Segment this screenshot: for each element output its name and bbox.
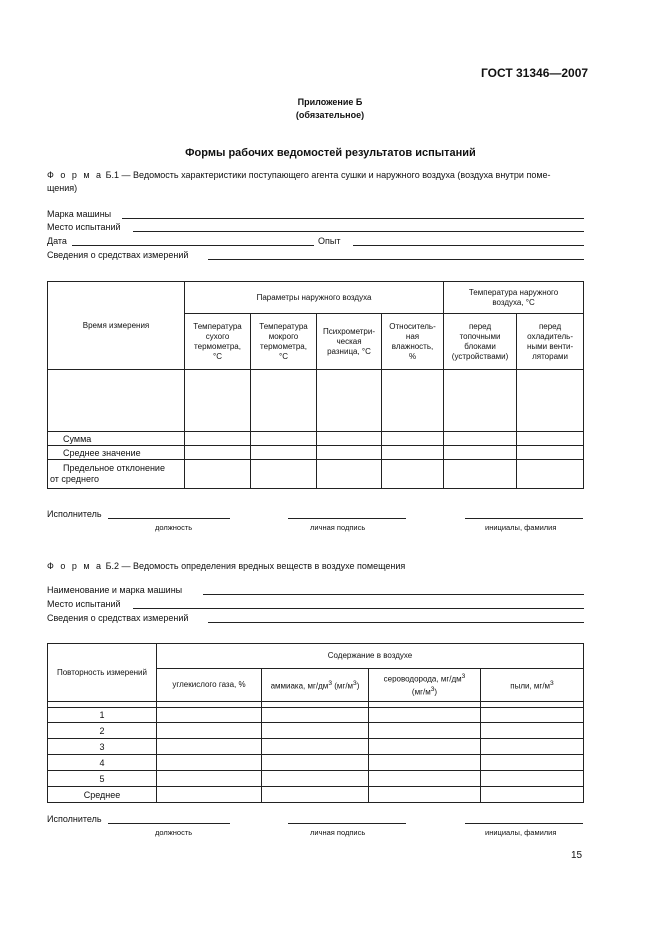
section-title: Формы рабочих ведомостей результатов испытаний	[185, 147, 476, 159]
form2-initials-line[interactable]	[465, 823, 583, 824]
col-text: Температура	[193, 321, 242, 331]
table-cell[interactable]	[185, 370, 251, 432]
form1-label: Ф о р м а	[47, 170, 104, 180]
table-cell[interactable]	[382, 446, 444, 460]
form1-row-dev-label	[48, 460, 185, 489]
form2-field-machine: Наименование и марка машины	[47, 585, 183, 595]
table-cell[interactable]	[157, 739, 262, 755]
table-cell[interactable]	[517, 446, 584, 460]
table-cell[interactable]	[481, 787, 584, 803]
col-text: ными венти-	[526, 341, 574, 351]
table-cell[interactable]	[251, 370, 317, 432]
table-cell[interactable]	[481, 723, 584, 739]
form2-col-h2s	[369, 669, 481, 702]
form1-experiment-line[interactable]	[353, 245, 584, 246]
table-cell[interactable]	[251, 460, 317, 489]
form2-row-num: 4	[48, 755, 157, 771]
form1-avg-row	[48, 446, 584, 460]
sup3: 3	[550, 679, 554, 687]
table-cell[interactable]	[444, 446, 517, 460]
col-text: охладитель-	[527, 331, 573, 341]
col-text: перед	[538, 321, 562, 331]
form2-sign-line[interactable]	[288, 823, 406, 824]
h2s-b: (мг/м	[411, 687, 431, 697]
form2-group-header: Содержание в воздухе	[157, 644, 584, 669]
table-cell[interactable]	[517, 370, 584, 432]
col-text: термометра,	[194, 341, 241, 351]
col-text: разница, °С	[327, 346, 371, 356]
table-cell[interactable]	[157, 723, 262, 739]
table-cell[interactable]	[262, 771, 369, 787]
dev-line1: Предельное отклонение	[63, 463, 165, 473]
nh3-a: аммиака, мг/дм	[270, 681, 329, 691]
col-text: %	[408, 351, 417, 361]
col-text: мокрого	[268, 331, 299, 341]
form2-row-avg: Среднее	[48, 787, 157, 803]
form1-col-humidity	[382, 314, 444, 370]
form2-place-line[interactable]	[133, 608, 584, 609]
sup3: 3	[353, 679, 357, 687]
form2-executor-label: Исполнитель	[47, 814, 102, 824]
form1-table	[47, 281, 584, 489]
form2-row-num: 3	[48, 739, 157, 755]
form1-group1-header: Параметры наружного воздуха	[185, 282, 444, 314]
col-text: (устройствами)	[451, 351, 509, 361]
table-cell[interactable]	[369, 708, 481, 723]
form1-field-place: Место испытаний	[47, 222, 121, 232]
col-text: термометра,	[260, 341, 307, 351]
form1-col-psy	[317, 314, 382, 370]
form2-field-instruments: Сведения о средствах измерений	[47, 613, 189, 623]
table-cell[interactable]	[517, 460, 584, 489]
form1-col-before-furnace	[444, 314, 517, 370]
form1-col-dry	[185, 314, 251, 370]
table-cell[interactable]	[157, 771, 262, 787]
col-text: Психрометри-	[322, 326, 376, 336]
table-cell[interactable]	[382, 460, 444, 489]
form1-sign-caption: личная подпись	[310, 523, 366, 532]
table-cell[interactable]	[369, 787, 481, 803]
table-cell[interactable]	[382, 370, 444, 432]
table-cell[interactable]	[185, 446, 251, 460]
form1-field-machine: Марка машины	[47, 209, 112, 219]
table-row	[48, 739, 584, 755]
form1-col-before-cooler	[517, 314, 584, 370]
col-text: ная	[405, 331, 420, 341]
h2s-c: )	[434, 687, 438, 697]
form2-number: Б.2	[105, 561, 119, 571]
table-cell[interactable]	[262, 708, 369, 723]
form1-initials-caption: инициалы, фамилия	[485, 523, 557, 532]
form2-instruments-line[interactable]	[208, 622, 584, 623]
table-cell[interactable]	[157, 708, 262, 723]
form1-position-line[interactable]	[108, 518, 230, 519]
col-text: ляторами	[532, 351, 568, 361]
form2-repeat-col-header: Повторность измерений	[48, 644, 157, 702]
table-row	[48, 771, 584, 787]
form2-field-place: Место испытаний	[47, 599, 121, 609]
table-cell[interactable]	[262, 755, 369, 771]
table-row	[48, 787, 584, 803]
col-text: Температура	[259, 321, 308, 331]
form2-sign-caption: личная подпись	[310, 828, 366, 837]
form2-col-dust	[481, 669, 584, 702]
form2-col-co2: углекислого газа, %	[157, 669, 262, 702]
form1-field-date: Дата	[47, 236, 67, 246]
sup3: 3	[461, 673, 466, 681]
form1-group2-line2: воздуха, °С	[492, 297, 535, 307]
table-row	[48, 755, 584, 771]
form2-position-caption: должность	[155, 828, 193, 837]
form1-time-col-header: Время измерения	[48, 282, 185, 370]
h2s-a: сероводорода, мг/дм	[383, 675, 462, 684]
form1-sum-row	[48, 432, 584, 446]
table-cell[interactable]	[262, 739, 369, 755]
table-cell[interactable]	[251, 432, 317, 446]
nh3-c: )	[356, 681, 360, 691]
table-row	[48, 723, 584, 739]
form1-text-line1: — Ведомость характеристики поступающего агента сушки и наружного воздуха (воздуха внутри поме-	[121, 170, 551, 180]
table-cell[interactable]	[481, 755, 584, 771]
form1-machine-line[interactable]	[122, 218, 584, 219]
form1-data-row	[48, 370, 584, 432]
col-text: ческая	[336, 336, 362, 346]
table-cell[interactable]	[481, 708, 584, 723]
table-cell[interactable]	[157, 787, 262, 803]
form1-row-avg-label: Среднее значение	[48, 446, 185, 460]
table-cell[interactable]	[517, 432, 584, 446]
form2-row-num: 5	[48, 771, 157, 787]
table-cell[interactable]	[444, 460, 517, 489]
table-cell[interactable]	[369, 755, 481, 771]
table-cell[interactable]	[317, 370, 382, 432]
table-cell[interactable]	[317, 460, 382, 489]
col-text: блоками	[464, 341, 496, 351]
standard-number: ГОСТ 31346—2007	[481, 66, 589, 80]
table-cell[interactable]	[382, 432, 444, 446]
sup3: 3	[430, 686, 435, 693]
col-text: °С	[213, 351, 222, 361]
table-cell[interactable]	[262, 787, 369, 803]
col-text: влажность,	[391, 341, 434, 351]
appendix-subtitle: (обязательное)	[295, 110, 365, 120]
table-row	[48, 708, 584, 723]
table-cell[interactable]	[48, 370, 185, 432]
form2-intro	[47, 561, 405, 571]
col-text: Относитель-	[389, 321, 436, 331]
form1-intro	[47, 170, 551, 180]
table-cell[interactable]	[185, 432, 251, 446]
form1-row-sum-label: Сумма	[48, 432, 185, 446]
form2-row-num: 1	[48, 708, 157, 723]
dev-line2: от среднего	[50, 474, 100, 484]
form1-number: Б.1	[105, 170, 119, 180]
table-cell[interactable]	[444, 432, 517, 446]
form1-date-line[interactable]	[72, 245, 314, 246]
form1-group2-header	[444, 282, 584, 314]
form2-row-num: 2	[48, 723, 157, 739]
table-cell[interactable]	[157, 755, 262, 771]
form1-initials-line[interactable]	[465, 518, 583, 519]
table-cell[interactable]	[481, 739, 584, 755]
form1-position-caption: должность	[155, 523, 193, 532]
table-cell[interactable]	[369, 771, 481, 787]
table-cell[interactable]	[262, 723, 369, 739]
form1-instruments-line[interactable]	[208, 259, 584, 260]
col-text: топочными	[459, 331, 501, 341]
form1-place-line[interactable]	[133, 231, 584, 232]
appendix-title: Приложение Б	[297, 97, 363, 107]
form1-field-experiment: Опыт	[318, 236, 341, 246]
form1-executor-label: Исполнитель	[47, 509, 102, 519]
table-cell[interactable]	[481, 771, 584, 787]
page-number: 15	[571, 850, 583, 861]
form1-field-instruments: Сведения о средствах измерений	[47, 250, 189, 260]
form1-group2-line1: Температура наружного	[468, 287, 559, 297]
col-text: перед	[468, 321, 492, 331]
table-cell[interactable]	[317, 446, 382, 460]
dust-a: пыли, мг/м	[510, 681, 551, 691]
sup3: 3	[328, 679, 333, 687]
nh3-b: (мг/м	[332, 681, 354, 691]
table-cell[interactable]	[185, 460, 251, 489]
form2-initials-caption: инициалы, фамилия	[485, 828, 557, 837]
table-cell[interactable]	[369, 739, 481, 755]
table-cell[interactable]	[251, 446, 317, 460]
table-cell[interactable]	[444, 370, 517, 432]
form2-machine-line[interactable]	[203, 594, 584, 595]
form2-text: — Ведомость определения вредных веществ в воздухе помещения	[121, 561, 406, 571]
form2-col-nh3	[262, 669, 369, 702]
form1-text-line2: щения)	[47, 183, 78, 193]
form2-label: Ф о р м а	[47, 561, 104, 571]
form2-table	[47, 643, 584, 803]
col-text: °С	[279, 351, 288, 361]
table-cell[interactable]	[369, 723, 481, 739]
form1-col-wet	[251, 314, 317, 370]
form1-sign-line[interactable]	[288, 518, 406, 519]
form2-position-line[interactable]	[108, 823, 230, 824]
col-text: сухого	[205, 331, 230, 341]
table-cell[interactable]	[317, 432, 382, 446]
form1-dev-row	[48, 460, 584, 489]
